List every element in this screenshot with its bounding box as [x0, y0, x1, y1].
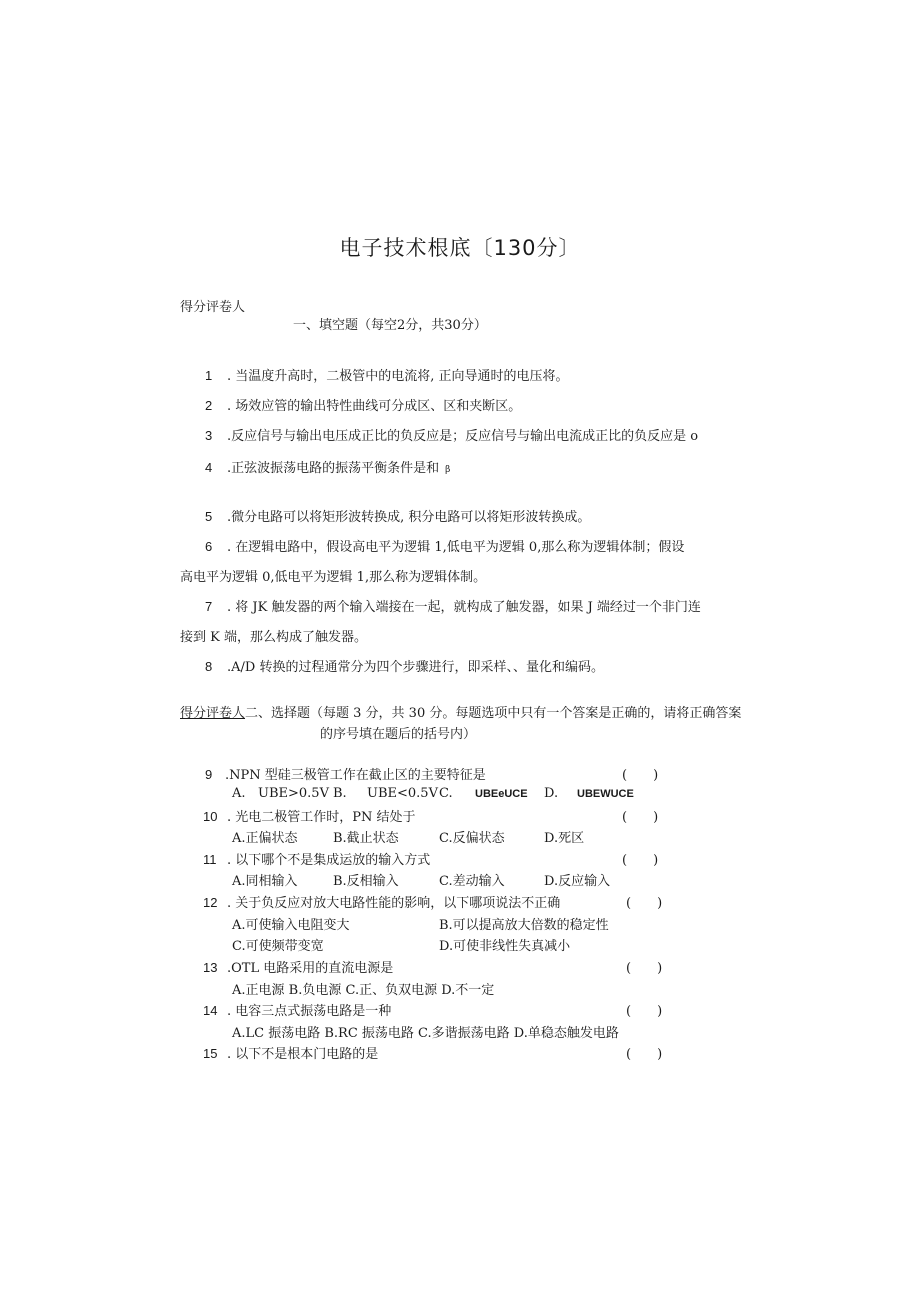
choice-question-11 [203, 849, 430, 868]
answer-parentheses: ( ) [626, 1047, 663, 1062]
score-label: 得分评卷人 [180, 706, 246, 721]
question-number: 1 [205, 368, 213, 383]
question-number: 7 [205, 599, 213, 614]
options-line: A.正电源 B.负电源 C.正、负双电源 D.不一定 [232, 983, 495, 998]
option-c: C.反偏状态 [439, 831, 505, 846]
question-number: 12 [203, 895, 218, 910]
question-text: . 光电二极管工作时，PN 结处于 [227, 810, 416, 825]
question-text: . 以下不是根本门电路的是 [227, 1047, 379, 1062]
question-number: 2 [205, 398, 213, 413]
choice-question-9 [205, 764, 486, 783]
score-label: 得分评卷人 [180, 300, 246, 315]
option-d-label: D. [544, 786, 559, 801]
answer-parentheses: ( ) [626, 1004, 663, 1019]
option-b-text: UBE<0.5V [367, 786, 438, 801]
answer-parentheses: ( ) [626, 961, 663, 976]
fill-question-7-continued: 接到 K 端，那么构成了触发器。 [180, 630, 367, 645]
fill-question-2 [205, 395, 521, 414]
fill-question-6 [205, 536, 684, 555]
question-text: . 场效应管的输出特性曲线可分成区、区和夹断区。 [227, 399, 522, 414]
option-a-text: UBE>0.5V [258, 786, 329, 801]
option-d: D.死区 [544, 831, 585, 846]
question-number: 4 [205, 460, 213, 475]
fill-question-3 [205, 425, 698, 444]
answer-parentheses: ( ) [622, 768, 659, 783]
option-a: A.同相输入 [232, 874, 298, 889]
section2-heading-continued: 的序号填在题后的括号内） [320, 727, 477, 742]
question-number: 14 [203, 1003, 218, 1018]
answer-parentheses: ( ) [626, 896, 663, 911]
choice-question-12 [203, 892, 560, 911]
option-b: B.可以提高放大倍数的稳定性 [439, 918, 609, 933]
section1-heading: 一、填空题（每空2分，共30分） [293, 318, 487, 333]
page-title: 电子技术根底〔130分〕 [339, 236, 581, 260]
fill-question-5 [205, 506, 590, 525]
question-text: .反应信号与输出电压成正比的负反应是；反应信号与输出电流成正比的负反应是 o [227, 429, 699, 444]
question-text: .A/D 转换的过程通常分为四个步骤进行，即采样、、量化和编码。 [227, 660, 604, 675]
option-b-label: B. [333, 786, 347, 801]
choice-question-10 [203, 806, 416, 825]
answer-parentheses: ( ) [622, 810, 659, 825]
question-text: . 当温度升高时，二极管中的电流将, 正向导通时的电压将。 [227, 369, 569, 384]
option-b: B.截止状态 [333, 831, 399, 846]
question-text: . 将 JK 触发器的两个输入端接在一起，就构成了触发器，如果 J 端经过一个非门连 [227, 600, 701, 615]
fill-question-7 [205, 596, 701, 615]
option-c: C.差动输入 [439, 874, 505, 889]
option-d: D.可使非线性失真减小 [439, 939, 571, 954]
question-text: .微分电路可以将矩形波转换成, 积分电路可以将矩形波转换成。 [227, 510, 591, 525]
section2-heading-line [180, 702, 741, 721]
question-number: 10 [203, 809, 218, 824]
fill-question-6-continued: 高电平为逻辑 0,低电平为逻辑 1,那么称为逻辑体制。 [180, 570, 487, 585]
question-text: .OTL 电路采用的直流电源是 [227, 961, 394, 976]
option-c-text: UBEeUCE [475, 788, 528, 800]
fill-question-1 [205, 365, 569, 384]
question-text: . 以下哪个不是集成运放的输入方式 [227, 853, 431, 868]
fill-question-4 [205, 457, 450, 476]
option-a: A.可使输入电阻变大 [232, 918, 350, 933]
question-number: 5 [205, 509, 213, 524]
option-a-label: A. [232, 786, 246, 801]
option-a: A.正偏状态 [232, 831, 298, 846]
choice-question-14 [203, 1000, 391, 1019]
options-line: A.LC 振荡电路 B.RC 振荡电路 C.多谐振荡电路 D.单稳态触发电路 [232, 1026, 619, 1041]
section2-heading: 二、选择题（每题 3 分，共 30 分。每题选项中只有一个答案是正确的，请将正确答案 [245, 706, 742, 721]
question-text: . 电容三点式振荡电路是一种 [227, 1004, 392, 1019]
question-number: 6 [205, 539, 213, 554]
answer-parentheses: ( ) [622, 853, 659, 868]
question-text: . 关于负反应对放大电路性能的影响，以下哪项说法不正确 [227, 896, 561, 911]
question-number: 11 [203, 852, 217, 867]
question-number: 13 [203, 960, 218, 975]
option-d: D.反应输入 [544, 874, 611, 889]
option-d-text: UBEWUCE [577, 788, 634, 800]
question-number: 15 [203, 1046, 218, 1061]
choice-question-13 [203, 957, 393, 976]
choice-question-15 [203, 1043, 378, 1062]
option-c-label: C. [439, 786, 453, 801]
question-number: 8 [205, 659, 213, 674]
question-text: .正弦波振荡电路的振荡平衡条件是和 [227, 461, 440, 476]
option-b: B.反相输入 [333, 874, 399, 889]
question-suffix: β [445, 465, 451, 475]
question-number: 3 [205, 428, 213, 443]
option-c: C.可使频带变宽 [232, 939, 324, 954]
question-number: 9 [205, 767, 213, 782]
question-text: . 在逻辑电路中，假设高电平为逻辑 1,低电平为逻辑 0,那么称为逻辑体制；假设 [227, 540, 685, 555]
question-text: .NPN 型硅三极管工作在截止区的主要特征是 [225, 768, 486, 783]
fill-question-8 [205, 656, 604, 675]
